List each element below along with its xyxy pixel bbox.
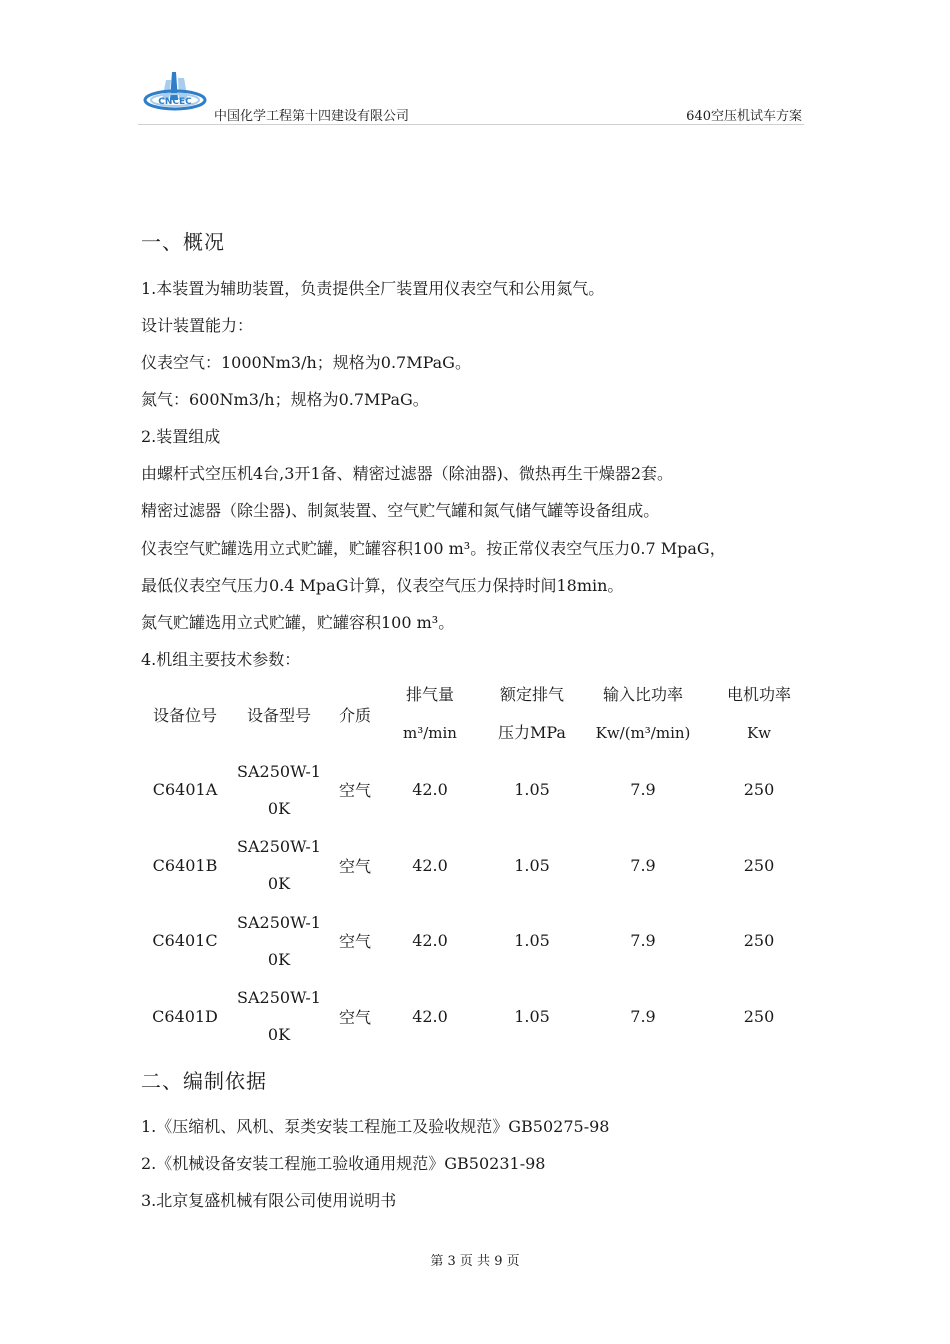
table-row [141,752,817,828]
section-2-heading: 二、编制依据 [141,1069,267,1093]
paragraph: 2.装置组成 [141,427,221,446]
cell-specific-power: 7.9 [630,1006,656,1026]
cell-medium: 空气 [338,856,371,876]
table-row [141,828,817,904]
column-header-motor-power: 电机功率 Kw [726,685,791,742]
cell-pressure: 1.05 [514,931,550,951]
cell-pressure: 1.05 [514,780,550,800]
paragraph: 氮气贮罐选用立式贮罐，贮罐容积100 m³。 [141,613,455,632]
column-header-pressure: 额定排气 压力MPa [498,685,566,742]
cell-medium: 空气 [338,932,371,952]
company-logo [138,66,212,118]
technical-parameters-table [141,676,817,1054]
cell-flow: 42.0 [412,931,448,951]
column-header-model: 设备型号 [246,705,311,725]
cell-pressure: 1.05 [514,1006,550,1026]
cell-tag: C6401C [152,931,218,951]
cell-tag: C6401A [152,780,218,800]
cell-medium: 空气 [338,781,371,801]
cell-specific-power: 7.9 [630,780,656,800]
cell-medium: 空气 [338,1007,371,1027]
cell-model: SA250W-1 0K [237,988,321,1045]
cell-pressure: 1.05 [514,855,550,875]
paragraph: 4.机组主要技术参数： [141,650,301,669]
paragraph: 设计装置能力： [141,316,254,335]
paragraph: 最低仪表空气压力0.4 MpaG计算，仪表空气压力保持时间18min。 [141,576,624,595]
header-document-title: 640空压机试车方案 [686,109,802,124]
cell-flow: 42.0 [412,1006,448,1026]
paragraph: 精密过滤器（除尘器)、制氮装置、空气贮气罐和氮气储气罐等设备组成。 [141,501,660,520]
header-company-name: 中国化学工程第十四建设有限公司 [214,109,410,124]
paragraph: 由螺杆式空压机4台,3开1备、精密过滤器（除油器)、微热再生干燥器2套。 [141,464,674,483]
cell-motor-power: 250 [743,780,775,800]
cell-specific-power: 7.9 [630,855,656,875]
cell-specific-power: 7.9 [630,931,656,951]
cell-motor-power: 250 [743,855,775,875]
cell-model: SA250W-1 0K [237,912,321,969]
cell-motor-power: 250 [743,1006,775,1026]
cell-model: SA250W-1 0K [237,837,321,894]
table-row [141,979,817,1055]
paragraph: 仪表空气贮罐选用立式贮罐，贮罐容积100 m³。按正常仪表空气压力0.7 MpaG， [141,539,726,558]
column-header-tag: 设备位号 [152,705,217,725]
column-header-medium: 介质 [338,705,371,725]
table-header-row [141,676,817,752]
cell-flow: 42.0 [412,780,448,800]
cell-tag: C6401D [152,1006,218,1026]
paragraph: 仪表空气：1000Nm3/h；规格为0.7MPaG。 [141,353,471,372]
column-header-specific-power: 输入比功率 Kw/(m³/min) [595,685,691,742]
cell-tag: C6401B [152,855,218,875]
svg-text:CNCEC: CNCEC [158,97,192,107]
paragraph: 1.《压缩机、风机、泵类安装工程施工及验收规范》GB50275-98 [141,1117,610,1136]
paragraph: 2.《机械设备安装工程施工验收通用规范》GB50231-98 [141,1154,546,1173]
page-number: 第 3 页 共 9 页 [430,1254,520,1269]
header-rule [138,124,804,125]
cell-motor-power: 250 [743,931,775,951]
paragraph: 1.本装置为辅助装置，负责提供全厂装置用仪表空气和公用氮气。 [141,279,605,298]
table-row [141,903,817,979]
cell-model: SA250W-1 0K [237,761,321,818]
section-1-heading: 一、概况 [141,230,225,254]
cell-flow: 42.0 [412,855,448,875]
paragraph: 3.北京复盛机械有限公司使用说明书 [141,1191,397,1210]
column-header-flow: 排气量 m³/min [403,685,457,742]
paragraph: 氮气：600Nm3/h；规格为0.7MPaG。 [141,390,429,409]
